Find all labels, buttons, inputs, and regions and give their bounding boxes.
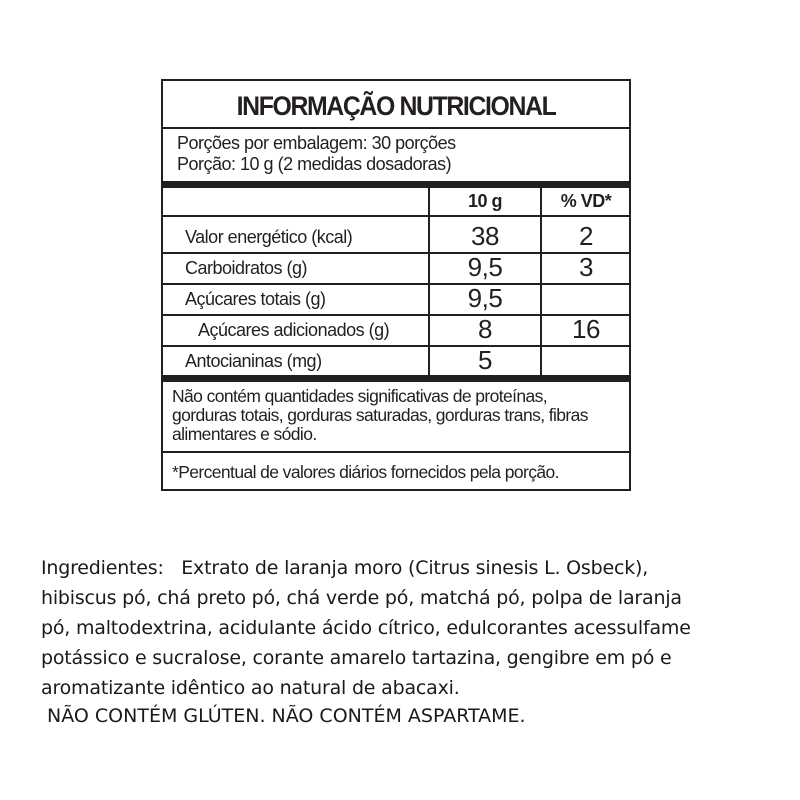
servings-per-package: Porções por embalagem: 30 porções	[177, 133, 456, 153]
note-line: gorduras totais, gorduras saturadas, gorduras trans, fibras	[172, 405, 588, 425]
divider	[163, 451, 629, 453]
column-header-amount: 10 g	[467, 191, 503, 211]
note-line: Não contém quantidades significativas de proteínas,	[172, 386, 548, 406]
row-divider	[163, 215, 629, 217]
allergen-warning: NÃO CONTÉM GLÚTEN. NÃO CONTÉM ASPARTAME.	[41, 705, 526, 727]
nutrient-amount: 9,5	[467, 252, 503, 282]
ingredients-line	[41, 553, 771, 583]
ingredients-line: potássico e sucralose, corante amarelo tartazina, gengibre em pó e	[41, 647, 672, 669]
ingredients-heading: Ingredientes:	[41, 557, 164, 579]
divider-thick	[163, 181, 629, 188]
nutrition-title: INFORMAÇÃO NUTRICIONAL	[236, 91, 556, 121]
nutrient-dv: 16	[572, 314, 600, 344]
nutrient-amount: 9,5	[467, 283, 503, 313]
nutrient-name: Açúcares adicionados (g)	[198, 320, 390, 340]
divider-thick	[163, 375, 629, 382]
note-line: alimentares e sódio.	[172, 424, 317, 444]
serving-size: Porção: 10 g (2 medidas dosadoras)	[177, 154, 452, 174]
nutrient-dv: 2	[579, 221, 593, 251]
nutrient-name: Açúcares totais (g)	[185, 289, 326, 309]
nutrient-amount: 8	[478, 314, 492, 344]
column-header-dv: % VD*	[560, 191, 612, 211]
nutrient-name: Valor energético (kcal)	[185, 227, 353, 247]
nutrient-name: Antocianinas (mg)	[185, 351, 322, 371]
footnote: *Percentual de valores diários fornecidos pela porção.	[172, 462, 559, 482]
nutrient-name: Carboidratos (g)	[185, 258, 308, 278]
nutrient-amount: 38	[471, 221, 499, 251]
nutrient-dv: 3	[579, 252, 593, 282]
not-significant-note	[172, 387, 621, 444]
ingredients-text	[41, 553, 771, 703]
row-divider	[163, 345, 629, 347]
divider	[163, 127, 629, 129]
ingredients-line: aromatizante idêntico ao natural de abacaxi.	[41, 677, 460, 699]
ingredients-line-text: Extrato de laranja moro (Citrus sinesis L. Osbeck),	[181, 557, 649, 579]
nutrient-amount: 5	[478, 345, 492, 375]
row-divider	[163, 283, 629, 285]
nutrition-facts-table	[161, 79, 631, 491]
ingredients-line: pó, maltodextrina, acidulante ácido cítrico, edulcorantes acessulfame	[41, 617, 691, 639]
ingredients-line: hibiscus pó, chá preto pó, chá verde pó, matchá pó, polpa de laranja	[41, 587, 682, 609]
